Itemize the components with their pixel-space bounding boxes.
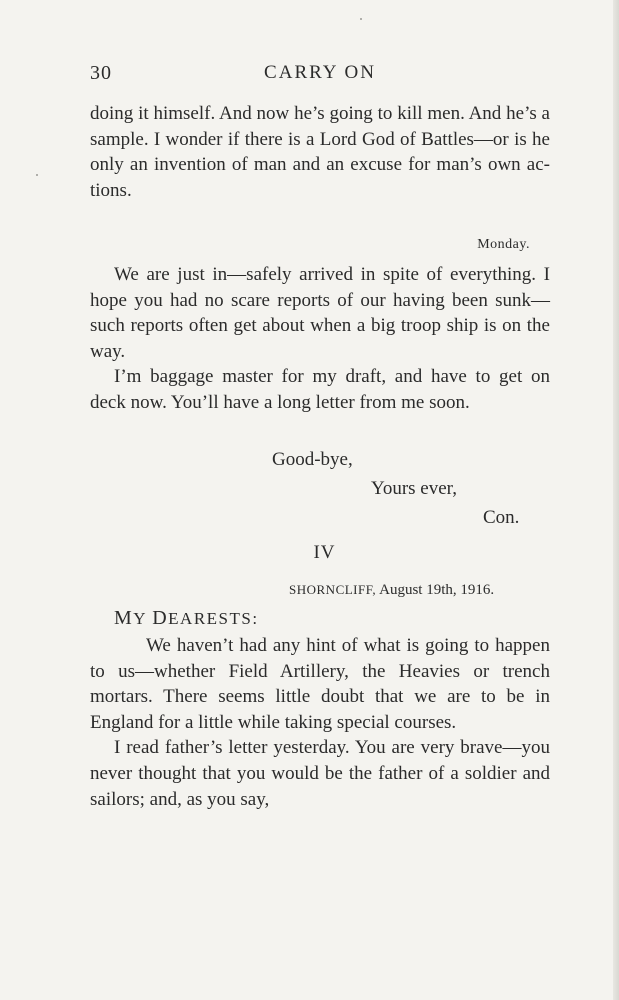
paragraph: We haven’t had any hint of what is going to happen to us—whether Field Artillery, the Heavies or trench mortars. There seems little doubt that we are to be in England for a little while taking special courses. <box>90 635 550 733</box>
text-block-top <box>90 101 550 203</box>
paragraph: I’m baggage master for my draft, and have to get on deck now. You’ll have a long letter from me soon. <box>90 366 550 413</box>
closing-yours: Yours ever, <box>371 478 457 499</box>
closing-goodbye: Good-bye, <box>272 449 353 470</box>
running-title: CARRY ON <box>264 62 376 83</box>
dateline-date: August 19th, 1916. <box>379 582 495 598</box>
dateline-shorncliff <box>289 582 494 599</box>
page-header <box>90 62 550 92</box>
paragraph: doing it himself. And now he’s going to kill men. And he’s a sample. I wonder if there is a Lord God of Battles—or is he only an invention of man and an excuse for man’s own actions. <box>90 103 550 201</box>
page-number: 30 <box>90 62 112 84</box>
dateline-monday: Monday. <box>477 237 530 252</box>
page-edge <box>613 0 619 1000</box>
paper-speck <box>360 18 362 20</box>
salutation-letter: M <box>114 607 134 629</box>
section-numeral: IV <box>313 542 336 563</box>
text-block-bottom <box>90 633 550 812</box>
salutation-letter: D <box>152 607 169 629</box>
text-block-middle <box>90 262 550 416</box>
letter-salutation <box>114 607 259 630</box>
paragraph: I read father’s letter yesterday. You are very brave—you never thought that you would be the father of a soldier and sailors; and, as you say, <box>90 737 550 810</box>
dateline-place: SHORNCLIFF, <box>289 582 377 597</box>
paragraph: We are just in—safely arrived in spite of everything. I hope you had no scare reports of our having been sunk—such reports often get about when a big troop ship is on the way. <box>90 264 550 362</box>
salutation-letter: EARESTS <box>168 609 253 628</box>
paper-speck <box>36 174 38 176</box>
salutation-letter: Y <box>133 609 147 628</box>
salutation-punct: : <box>252 609 259 628</box>
closing-signature: Con. <box>483 507 520 528</box>
